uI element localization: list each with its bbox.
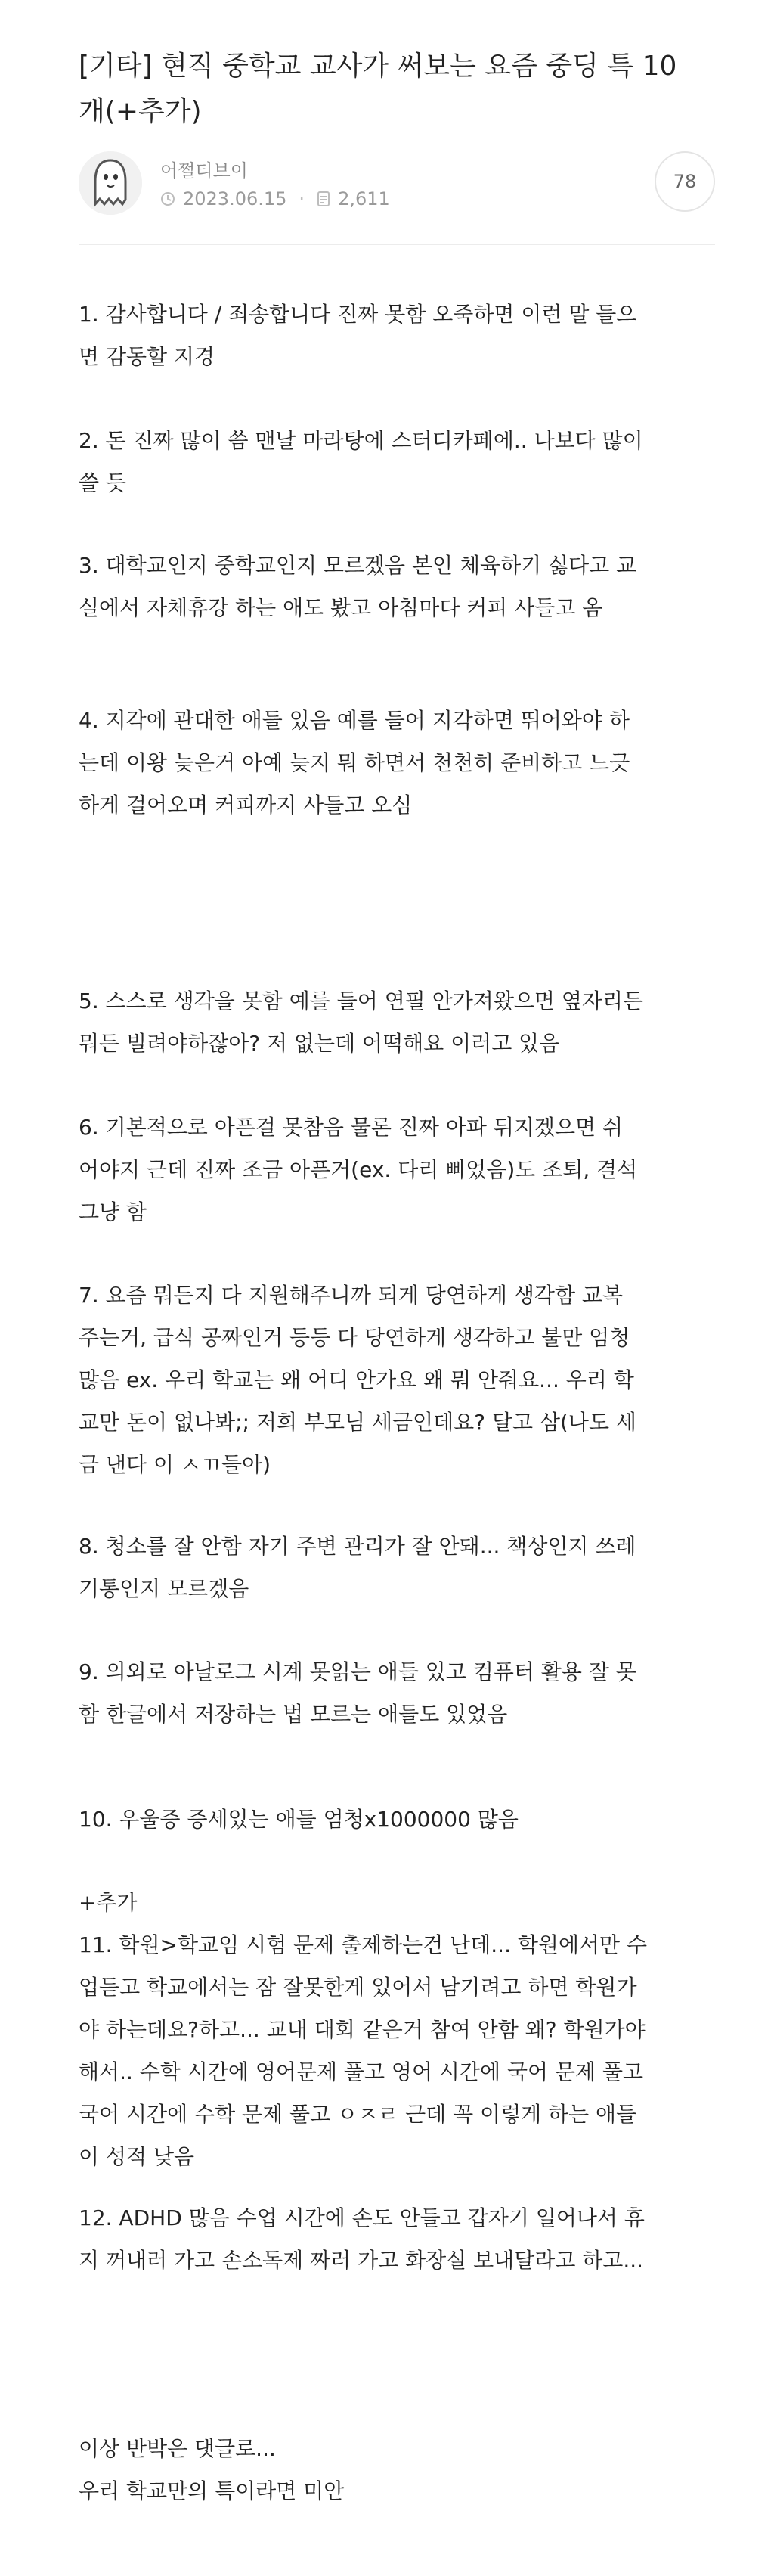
item-4: 4. 지각에 관대한 애들 있음 예를 들어 지각하면 뛰어와야 하 는데 이왕 늦은거 아예 늦지 뭐 하면서 천천히 준비하고 느긋 하게 걸어오며 커피까지 사들고 오심	[79, 708, 630, 818]
item-8: 8. 청소를 잘 안함 자기 주변 관리가 잘 안돼... 책상인지 쓰레 기통인지 모르겠음	[79, 1534, 636, 1601]
author-avatar[interactable]	[79, 151, 142, 215]
header-divider	[79, 244, 715, 245]
item-5: 5. 스스로 생각을 못함 예를 들어 연필 안가져왔으면 옆자리든 뭐든 빌려야하잖아? 저 없는데 어떡해요 이러고 있음	[79, 989, 644, 1056]
item-3: 3. 대학교인지 중학교인지 모르겠음 본인 체육하기 싫다고 교 실에서 자체휴강 하는 애도 봤고 아침마다 커피 사들고 옴	[79, 553, 637, 620]
ghost-avatar-icon	[79, 151, 142, 215]
clock-icon	[160, 191, 175, 206]
document-icon	[317, 191, 330, 206]
item-7: 7. 요즘 뭐든지 다 지원해주니까 되게 당연하게 생각함 교복 주는거, 급식 공짜인거 등등 다 당연하게 생각하고 불만 엄청 많음 ex. 우리 학교는 왜 어디 안가요 왜 뭐 안줘요... 우리 학 교만 돈이 없나봐;; 저희 부모님 세금인데요? 달고 삼(나도 세 금 낸다 이 ㅅㄲ들아)	[79, 1283, 636, 1477]
closing-remark: 이상 반박은 댓글로... 우리 학교만의 특이라면 미안	[79, 2436, 345, 2503]
item-12: 12. ADHD 많음 수업 시간에 손도 안들고 갑자기 일어나서 휴 지 꺼내러 가고 손소독제 짜러 가고 화장실 보내달라고 하고...	[79, 2205, 645, 2273]
view-count: 2,611	[338, 188, 390, 209]
post-date: 2023.06.15	[183, 188, 287, 209]
item-1: 1. 감사합니다 / 죄송합니다 진짜 못함 오죽하면 이런 말 들으 면 감동할 지경	[79, 302, 637, 369]
item-10: 10. 우울증 증세있는 애들 엄청x1000000 많음	[79, 1807, 519, 1832]
item-2: 2. 돈 진짜 많이 씀 맨날 마라탕에 스터디카페에.. 나보다 많이 쓸 듯	[79, 428, 643, 495]
post-meta	[160, 188, 390, 210]
item-11-addition: +추가 11. 학원>학교임 시험 문제 출제하는건 난데... 학원에서만 수 업듣고 학교에서는 잠 잘못한게 있어서 남기려고 하면 학원가 야 하는데요?하고... 교내 대회 같은거 참여 안함 왜? 학원가야 해서.. 수학 시간에 영어문제 풀고 영어 시간에 국어 문제 풀고 국어 시간에 수학 문제 풀고 ㅇㅈㄹ 근데 꼭 이렇게 하는 애들 이 성적 낮음	[79, 1890, 648, 2169]
comment-count-button[interactable]: 78	[655, 151, 715, 212]
author-name[interactable]: 어쩔티브이	[160, 160, 248, 182]
post-title: [기타] 현직 중학교 교사가 써보는 요즘 중딩 특 10개(+추가)	[79, 51, 677, 127]
item-9: 9. 의외로 아날로그 시계 못읽는 애들 있고 컴퓨터 활용 잘 못 함 한글에서 저장하는 법 모르는 애들도 있었음	[79, 1659, 636, 1727]
meta-separator: ·	[299, 188, 305, 209]
item-6: 6. 기본적으로 아픈걸 못참음 물론 진짜 아파 뒤지겠으면 쉬 어야지 근데 진짜 조금 아픈거(ex. 다리 삐었음)도 조퇴, 결석 그냥 함	[79, 1115, 638, 1224]
